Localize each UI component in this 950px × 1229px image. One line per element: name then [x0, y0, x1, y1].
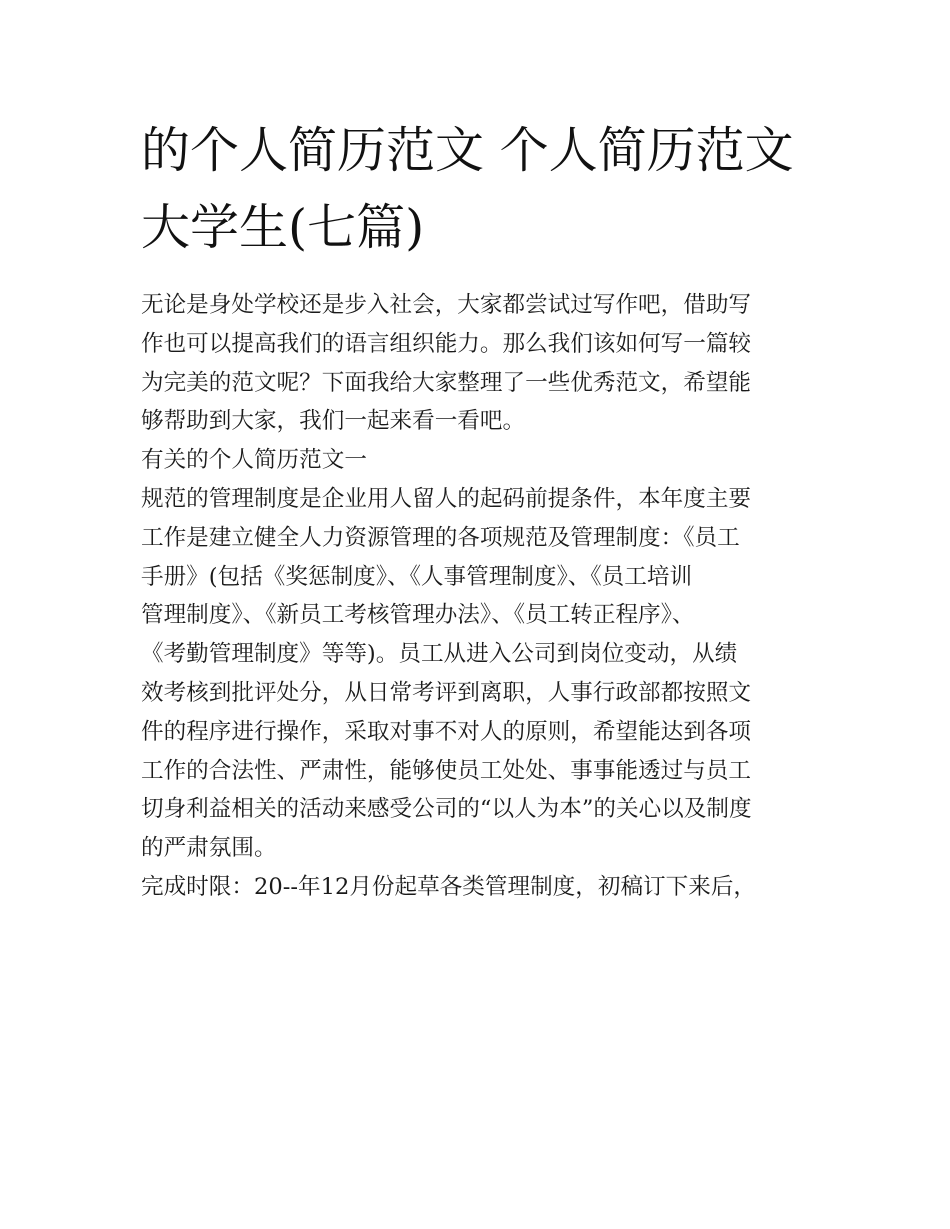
intro-line: 够帮助到大家，我们一起来看一看吧。	[141, 408, 526, 435]
section-line: 的严肃氛围。	[141, 835, 277, 862]
intro-line: 无论是身处学校还是步入社会，大家都尝试过写作吧，借助写	[141, 292, 752, 318]
section-line: 切身利益相关的活动来感受公司的“以人为本”的关心以及制度	[141, 796, 752, 823]
intro-line: 作也可以提高我们的语言组织能力。那么我们该如何写一篇较	[141, 330, 752, 357]
document-content	[141, 112, 813, 907]
deadline-paragraph	[141, 868, 813, 907]
section-line: 效考核到批评处分，从日常考评到离职，人事行政部都按照文	[141, 679, 752, 706]
title-line: 大学生(七篇)	[141, 199, 425, 256]
section-line: 管理制度》、《新员工考核管理办法》、《员工转正程序》、	[141, 602, 695, 629]
section-line: 规范的管理制度是企业用人留人的起码前提条件，本年度主要	[141, 485, 752, 512]
title-line: 的个人简历范文 个人简历范文	[141, 122, 794, 179]
section-line: 手册》(包括《奖惩制度》、《人事管理制度》、《员工培训	[141, 563, 693, 590]
intro-paragraph	[141, 286, 813, 441]
section-heading-text: 有关的个人简历范文一	[141, 447, 367, 474]
deadline-line: 完成时限：20--年12月份起草各类管理制度，初稿订下来后，	[141, 873, 757, 900]
section-line: 件的程序进行操作，采取对事不对人的原则，希望能达到各项	[141, 718, 752, 745]
section-paragraph	[141, 480, 813, 868]
document-title	[141, 112, 813, 266]
section-line: 工作是建立健全人力资源管理的各项规范及管理制度：《员工	[141, 524, 740, 551]
intro-line: 为完美的范文呢？下面我给大家整理了一些优秀范文，希望能	[141, 369, 752, 396]
section-line: 《考勤管理制度》等等)。员工从进入公司到岗位变动，从绩	[141, 641, 738, 668]
section-line: 工作的合法性、严肃性，能够使员工处处、事事能透过与员工	[141, 757, 752, 784]
section-heading	[141, 441, 813, 480]
document-body	[141, 286, 813, 907]
